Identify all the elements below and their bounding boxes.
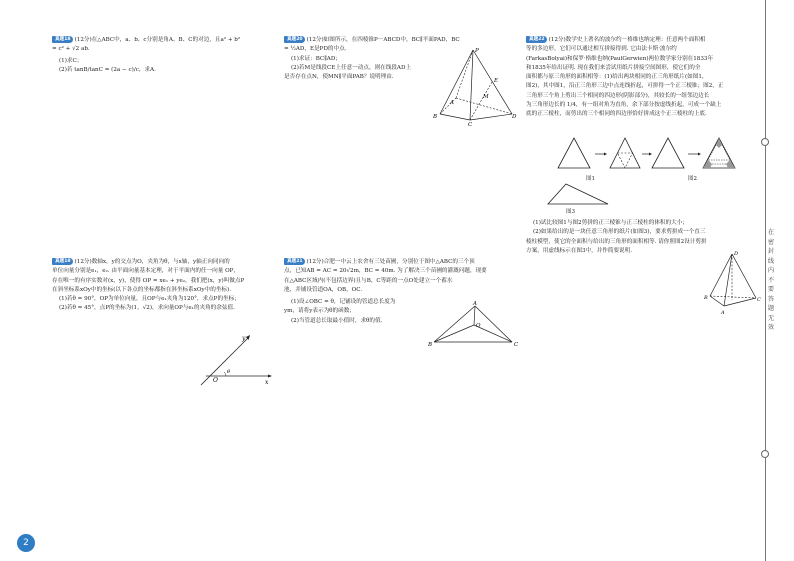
vertex-p-label: P — [475, 48, 479, 54]
question-text: 是否存在点N，使MN∥平面PAB？说明理由. — [284, 74, 394, 81]
question-18 — [52, 36, 280, 75]
x-axis-label: x — [265, 379, 269, 386]
question-text: = c² + √2 ab. — [52, 46, 90, 53]
binding-hole — [761, 450, 769, 458]
question-part: (2)若M是线段CE上任意一动点，则在线段AD上 — [291, 64, 412, 71]
question-text: 等的多边形，它们可以通过相互拼接得到. 它由法卡斯·波尔约 — [526, 46, 677, 53]
question-part: (1)求C； — [59, 57, 83, 64]
vertex-b-label: B — [428, 342, 433, 348]
question-text: 点，已知AB = AC = 20√2m，BC = 40m. 为了解决三个苗圃的灌溉问题，现要 — [284, 268, 487, 275]
point-m-label: M — [483, 94, 489, 100]
question-text: 和1835年给出证明. 现在我们来尝试用纸片拼接空间图形，使它们的全 — [526, 64, 701, 71]
vertex-d-label: D — [512, 114, 517, 120]
vertex-b-label: B — [704, 295, 708, 301]
figure-3 — [544, 182, 614, 208]
question-part: (2)若 tanB/tanC = (2a − c)/c，求A. — [59, 66, 156, 73]
origin-label: O — [213, 377, 218, 384]
binding-hole — [761, 138, 769, 146]
vertex-c-label: C — [757, 297, 761, 303]
point-o-label: O — [476, 323, 481, 329]
question-text: 图2)，其中图1，沿正三角形三边中点连线折起，可拼得一个正三棱锥；图2，正 — [526, 83, 724, 90]
oblique-axes-figure — [196, 332, 276, 387]
point-e-label: E — [494, 78, 499, 84]
question-part: (1)若θ = 90°，OP为单位向量，且OP与e₁夹角为120°，求点P的坐标； — [59, 296, 240, 303]
triangle-abc-figure — [428, 300, 520, 350]
question-part: (2)若θ = 45°，点P的坐标为(1，√2)，求向量OP与e₁的夹角的余弦值. — [59, 305, 235, 312]
question-tag: 真题19 — [52, 258, 73, 265]
page-number: 2 — [17, 534, 35, 552]
question-text: 底的正三棱柱，而剪出的三个相同的四边形恰好拼成这个正三棱柱的上底. — [526, 111, 707, 118]
question-tag: 真题21 — [284, 258, 305, 265]
vertex-b-label: B — [433, 114, 438, 120]
question-part: (2)当管道总长取最小值时，求θ的值. — [291, 317, 383, 324]
question-text: 在△ABC区域内(不包括边界)且与B，C等距的一点O处建立一个蓄水 — [284, 277, 453, 284]
vertex-a-label: A — [473, 301, 477, 307]
question-part: (2)如果给出的是一块任意三角形的纸片(如图3)，要求剪拼成一个直三 — [533, 229, 706, 236]
question-text: 在斜坐标系xOy中的坐标(以下各点的坐标都指在斜坐标系xOy中的坐标). — [52, 286, 231, 293]
question-text: (FarkasBolyai)和保罗·格维也纳(PaulGerwien)两位数学家分别在1833年 — [526, 55, 714, 62]
vertex-c-label: C — [468, 122, 473, 126]
question-22 — [526, 36, 758, 120]
question-text: 方案，用虚线标示在图3中，并作简要说明. — [526, 247, 633, 254]
vertex-d-label: D — [734, 251, 739, 257]
vertex-a-label: A — [721, 310, 725, 316]
question-19 — [52, 258, 278, 314]
question-text: 面积都与原三角形的面积相等：(1)给出两块相同的正三角形纸片(如图1， — [526, 74, 708, 81]
question-text: (12分)如图所示，在四棱锥P－ABCD中，BC∥平面PAD，BC — [306, 37, 460, 43]
question-part: (1)求证：BC∥AD； — [291, 55, 341, 62]
figure-1-caption: 图1 — [586, 176, 595, 182]
question-text: 单位向量分别是e₁，e₂. 由平面向量基本定理，对于平面内的任一向量 OP， — [52, 268, 240, 275]
vertex-a-label: A — [450, 100, 454, 106]
question-text: (12分)合肥一中云上农舍有三处苗圃，分别位于图中△ABC的三个顶 — [306, 259, 475, 265]
pyramid-figure — [432, 44, 518, 126]
figure-3-caption: 图3 — [566, 209, 575, 215]
vertex-c-label: C — [514, 342, 519, 348]
question-part: (1)试比较图1与图2剪拼的正三棱锥与正三棱柱的体积的大小； — [533, 220, 688, 226]
question-tag: 真题20 — [284, 36, 305, 43]
question-text: 棱柱模型，使它的全面积与给出的三角形的面积相等. 请你照图2设计剪拼 — [526, 238, 707, 245]
question-text: = ½AD，E是PD的中点. — [284, 46, 347, 53]
question-text: (12分)数轴x，y的交点为O，夹角为θ，与x轴，y轴正向同向的 — [74, 259, 230, 265]
seal-line-notice: 在 密 封 线 内 不 要 答 题 无 效 — [767, 229, 775, 331]
question-tag: 真题18 — [52, 36, 73, 43]
angle-label: θ — [227, 369, 231, 375]
question-text: 池，并铺设管道OA，OB，OC. — [284, 286, 363, 293]
question-text: (12分)数学史上著名的波尔约－格维也纳定理：任意两个面积相 — [548, 37, 706, 43]
question-text: (12分)在△ABC中，a、b、c分别是角A、B、C的对边，且a² + b² — [74, 37, 241, 43]
question-part: (1)设∠OBC = θ，记铺设的管道总长度为 — [291, 299, 396, 306]
question-text: 为三角形边长的 1/4，有一组对角为直角，余下部分按虚线折起，可成一个缺上 — [526, 102, 722, 109]
y-axis-label: y — [242, 335, 246, 342]
question-text: 三角形三个角上剪出三个相同的四边形(阴影部分)，其较长的一组邻边边长 — [526, 92, 710, 99]
pyramid-abcd-figure — [704, 248, 764, 318]
question-tag: 真题22 — [526, 36, 547, 43]
figure-1-2 — [556, 136, 756, 178]
figure-2-caption: 图2 — [688, 176, 697, 182]
question-text: 存在唯一的有序实数对(x，y)，使得 OP = xe₁ + ye₂，我们把(x，y)叫做点P — [52, 277, 245, 284]
question-text: ym，请将y表示为θ的函数； — [284, 308, 355, 315]
